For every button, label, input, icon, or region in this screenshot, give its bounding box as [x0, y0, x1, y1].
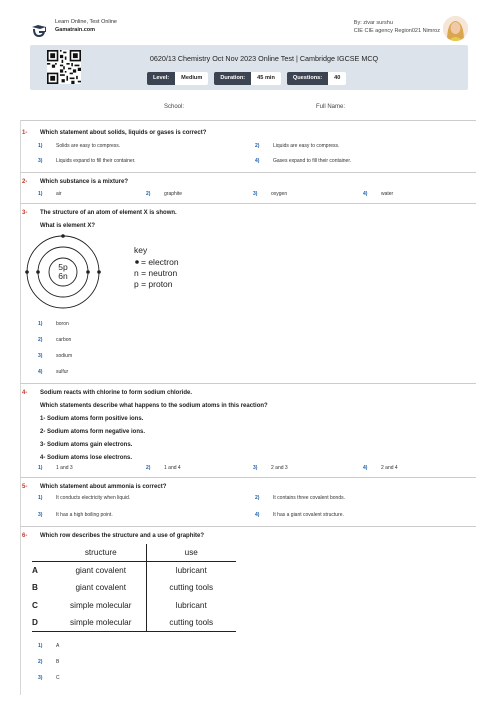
questions-pill [287, 72, 346, 85]
divider [20, 172, 476, 173]
brand-site-link[interactable]: Gamatrain.com [55, 27, 96, 33]
nucleus-neutrons: 6n [58, 271, 68, 281]
level-value: Medium [175, 72, 208, 85]
divider [20, 203, 476, 204]
nucleus-protons: 5p [58, 262, 68, 272]
duration-pill [214, 72, 281, 85]
question-text: Which statement about ammonia is correct? [40, 484, 167, 490]
author-name: By: zivar surshu [353, 20, 393, 26]
table-row: D simple molecular cutting tools [32, 614, 236, 632]
question-text: The structure of an atom of element X is shown. [40, 210, 177, 216]
table-row: C simple molecular lubricant [32, 597, 236, 615]
table-header-use: use [146, 544, 236, 562]
option-3[interactable]: 3) It has a high boiling point. [38, 512, 113, 518]
option-1[interactable]: 1) Solids are easy to compress. [38, 143, 121, 149]
option-1[interactable]: 1) boron [38, 321, 69, 327]
option-2[interactable]: 2) 1 and 4 [146, 465, 181, 471]
table-header [32, 544, 56, 562]
option-3[interactable]: 3) oxygen [253, 191, 288, 197]
graphite-table [32, 544, 236, 632]
option-4[interactable]: 4) 2 and 4 [363, 465, 398, 471]
statement-2: 2- Sodium atoms form negative ions. [40, 429, 146, 435]
key-electron: = electron [141, 257, 179, 267]
test-title: 0620/13 Chemistry Oct Nov 2023 Online Test | Cambridge IGCSE MCQ [149, 54, 379, 63]
option-2[interactable]: 2) B [38, 659, 60, 665]
questions-label: Questions: [287, 72, 328, 85]
option-3[interactable]: 3) Liquids expand to fill their container. [38, 158, 136, 164]
question-number: 1- [22, 130, 28, 136]
divider [20, 120, 476, 121]
key-electron-dot [135, 260, 139, 264]
option-1[interactable]: 1) A [38, 643, 60, 649]
option-2[interactable]: 2) carbon [38, 337, 72, 343]
full-name-field[interactable]: Full Name: [316, 104, 346, 110]
statement-3: 3- Sodium atoms gain electrons. [40, 442, 133, 448]
question-number: 2- [22, 179, 28, 185]
divider [20, 526, 476, 527]
question-text: Which row describes the structure and a use of graphite? [40, 533, 205, 539]
electron-dot [61, 234, 65, 238]
option-3[interactable]: 3) sodium [38, 353, 73, 359]
author-info [354, 19, 440, 35]
statement-4: 4- Sodium atoms lose electrons. [40, 455, 133, 461]
author-agency: CIE CIE agency Region021 Nimroz [353, 28, 440, 34]
avatar [443, 16, 468, 41]
electron-dot [25, 270, 29, 274]
option-1[interactable]: 1) air [38, 191, 62, 197]
option-4[interactable]: 4) Gases expand to fill their container. [255, 158, 352, 164]
level-pill [147, 72, 208, 85]
option-2[interactable]: 2) graphite [146, 191, 183, 197]
table-row: A giant covalent lubricant [32, 562, 236, 580]
duration-value: 45 min [251, 72, 281, 85]
divider [20, 477, 476, 478]
school-field[interactable]: School: [164, 104, 185, 110]
option-4[interactable]: 4) sulfur [38, 369, 69, 375]
gamatrain-logo-icon [30, 24, 48, 38]
test-banner [30, 45, 468, 90]
table-header-structure: structure [56, 544, 146, 562]
questions-value: 40 [328, 72, 346, 85]
question-text: Which substance is a mixture? [40, 179, 129, 185]
divider [20, 383, 476, 384]
level-label: Level: [147, 72, 175, 85]
question-number: 4- [22, 390, 28, 396]
electron-dot [36, 270, 40, 274]
key-title: key [134, 245, 148, 255]
electron-dot [97, 270, 101, 274]
option-2[interactable]: 2) Liquids are easy to compress. [255, 143, 340, 149]
question-number: 3- [22, 210, 28, 216]
brand-tagline: Learn Online, Test Online [55, 19, 117, 25]
atom-diagram [22, 233, 212, 321]
option-2[interactable]: 2) It contains three covalent bonds. [255, 495, 345, 501]
question-subtext: Which statements describe what happens to the sodium atoms in this reaction? [40, 403, 268, 409]
duration-label: Duration: [214, 72, 251, 85]
electron-dot [86, 270, 90, 274]
table-row: B giant covalent cutting tools [32, 579, 236, 597]
question-number: 6- [22, 533, 28, 539]
question-number: 5- [22, 484, 28, 490]
question-text: Sodium reacts with chlorine to form sodium chloride. [40, 390, 193, 396]
option-1[interactable]: 1) It conducts electricity when liquid. [38, 495, 131, 501]
option-4[interactable]: 4) water [363, 191, 394, 197]
key-neutron: n = neutron [134, 268, 178, 278]
statement-1: 1- Sodium atoms form positive ions. [40, 416, 144, 422]
question-subtext: What is element X? [40, 223, 96, 229]
option-4[interactable]: 4) It has a giant covalent structure. [255, 512, 344, 518]
option-3[interactable]: 3) C [38, 675, 60, 681]
option-1[interactable]: 1) 1 and 3 [38, 465, 73, 471]
question-text: Which statement about solids, liquids or gases is correct? [40, 130, 207, 136]
test-meta [147, 72, 346, 85]
option-3[interactable]: 3) 2 and 3 [253, 465, 288, 471]
key-proton: p = proton [134, 279, 173, 289]
left-margin-line [20, 120, 21, 695]
